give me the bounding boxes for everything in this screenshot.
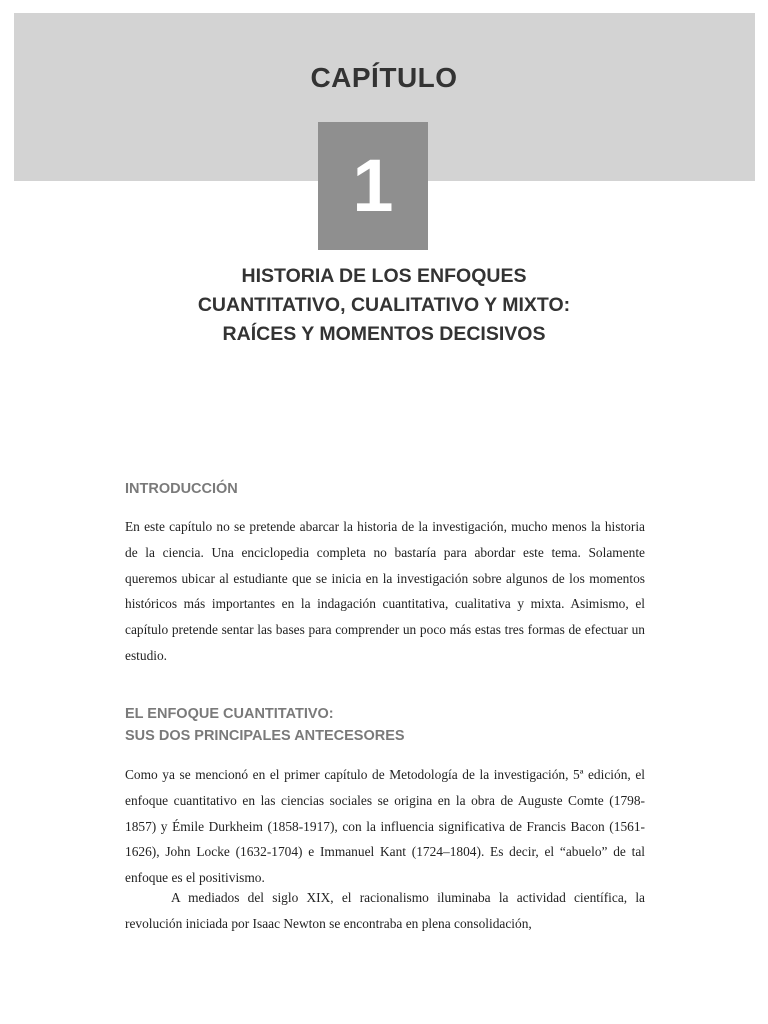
paragraph-enfoque-cuantitativo-1: Como ya se mencionó en el primer capítulo de Metodología de la investigación, 5ª edición, el enfoque cuantitativo en las ciencias sociales se origina en la obra de Auguste Comte (1798-1857) y Émile Durkheim (1858-1917), con la influencia significativa de Francis Bacon (1561-1626), John Locke (1632-1704) e Immanuel Kant (1724–1804). Es decir, el “abuelo” de tal enfoque es el positivismo. (125, 767, 645, 886)
chapter-label: CAPÍTULO (310, 62, 458, 93)
section-heading-line: INTRODUCCIÓN (125, 481, 238, 497)
chapter-title-line: CUANTITATIVO, CUALITATIVO Y MIXTO: (197, 294, 571, 316)
section-heading-enfoque-cuantitativo (125, 703, 405, 747)
section-heading-line: SUS DOS PRINCIPALES ANTECESORES (125, 728, 405, 744)
paragraph-enfoque-cuantitativo-2: A mediados del siglo XIX, el racionalismo iluminaba la actividad científica, la revolución iniciada por Isaac Newton se encontraba en plena consolidación, (125, 890, 645, 931)
section-heading-line: EL ENFOQUE CUANTITATIVO: (125, 706, 334, 722)
chapter-title-line: RAÍCES Y MOMENTOS DECISIVOS (222, 323, 546, 345)
chapter-number-box (318, 122, 428, 250)
paragraph-introduccion: En este capítulo no se pretende abarcar la historia de la investigación, mucho menos la historia de la ciencia. Una enciclopedia completa no bastaría para abordar este tema. Solamente queremos ubicar al estudiante que se inicia en la investigación sobre algunos de los momentos históricos más importantes en la indagación cuantitativa, cualitativa y mixta. Asimismo, el capítulo pretende sentar las bases para comprender un poco más estas tres formas de efectuar un estudio. (125, 519, 645, 663)
section-heading-introduccion (125, 478, 238, 500)
chapter-title (0, 262, 768, 349)
chapter-number: 1 (352, 144, 394, 227)
chapter-title-line: HISTORIA DE LOS ENFOQUES (241, 265, 527, 287)
